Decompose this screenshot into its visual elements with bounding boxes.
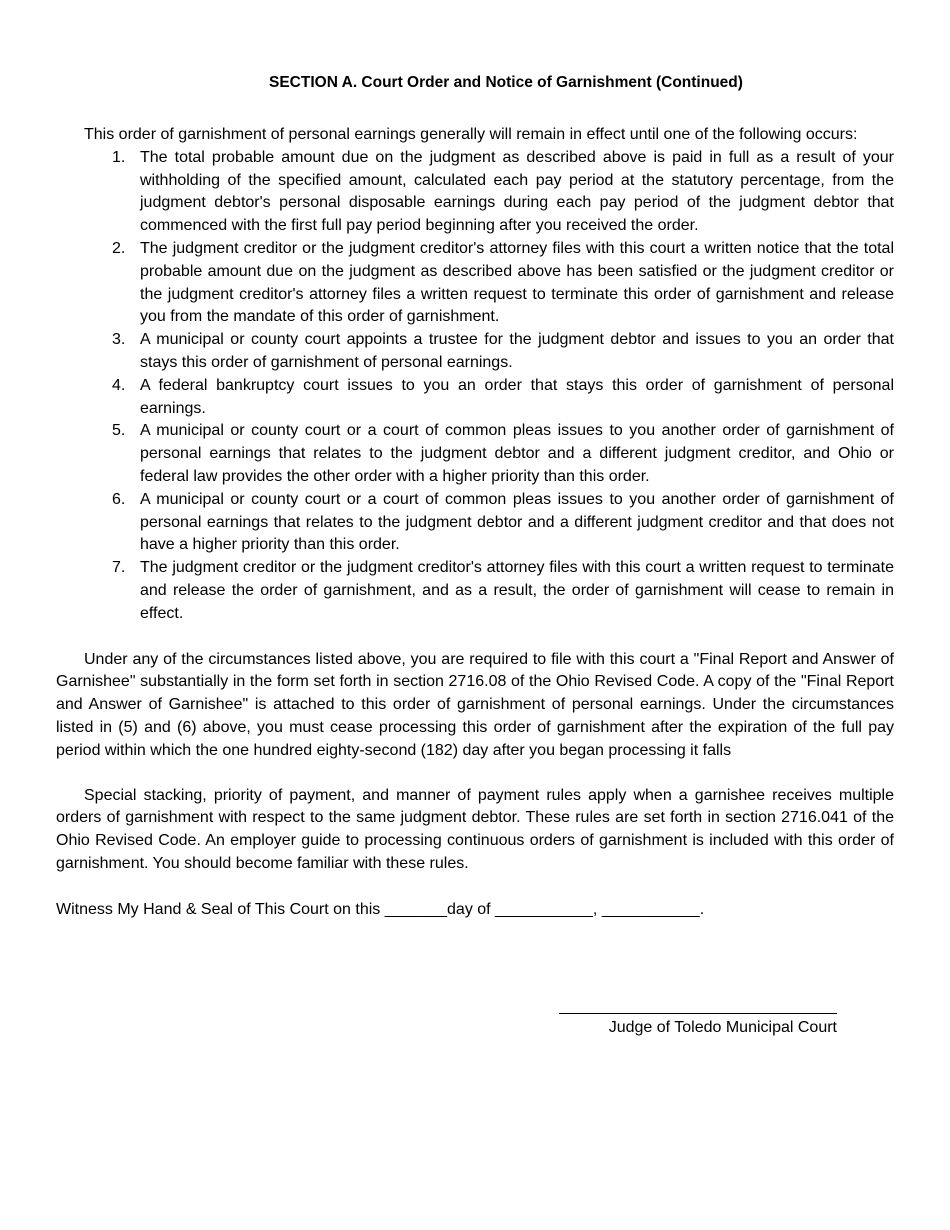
judge-signature-line <box>559 1013 837 1040</box>
list-item <box>112 375 894 421</box>
document-body <box>56 72 894 922</box>
list-item-text: A federal bankruptcy court issues to you an order that stays this order of garnishment of personal earnings. <box>140 376 894 417</box>
page-title: SECTION A. Court Order and Notice of Garnishment (Continued) <box>269 74 743 91</box>
list-item-text: The judgment creditor or the judgment creditor's attorney files with this court a written request to terminate and release the order of garnishment, and as a result, the order of garnishment will cease to remain in effect. <box>140 559 894 622</box>
stacking-rules-paragraph: Special stacking, priority of payment, and manner of payment rules apply when a garnishee receives multiple orders of garnishment with respect to the same judgment debtor. These rules are set forth in section 2716.041 of the Ohio Revised Code. An employer guide to processing continuous orders of garnishment is included with this order of garnishment. You should become familiar with these rules. <box>56 786 894 872</box>
witness-line: Witness My Hand & Seal of This Court on this _______day of ___________, ___________. <box>56 900 705 918</box>
list-item-number: 7. <box>112 559 126 577</box>
list-item-text: The judgment creditor or the judgment creditor's attorney files with this court a written notice that the total probable amount due on the judgment as described above has been satisfied or the judgment creditor or the judgment creditor's attorney files a written request to terminate this order of garnishment and release you from the mandate of this order of garnishment. <box>140 239 894 326</box>
list-item-text: A municipal or county court appoints a trustee for the judgment debtor and issues to you an order that stays this order of garnishment of personal earnings. <box>140 331 894 371</box>
intro-paragraph: This order of garnishment of personal earnings generally will remain in effect until one of the following occurs: <box>84 126 858 143</box>
list-item-number: 3. <box>112 331 126 349</box>
list-item <box>112 489 894 557</box>
list-item-number: 5. <box>112 422 126 440</box>
list-item <box>112 238 894 329</box>
list-item <box>112 147 894 238</box>
list-item <box>112 329 894 375</box>
paragraph-spacer <box>56 763 894 785</box>
list-item-number: 1. <box>112 148 126 166</box>
list-item <box>112 557 894 625</box>
list-item-number: 6. <box>112 490 126 508</box>
list-item <box>112 420 894 488</box>
list-item-text: A municipal or county court or a court of common pleas issues to you another order of garnishment of personal earnings that relates to the judgment debtor and a different judgment creditor, and Ohio or federal law provides the other order with a higher priority than this order. <box>140 422 894 485</box>
list-item-number: 4. <box>112 376 126 394</box>
termination-conditions-list <box>56 147 894 626</box>
list-item-text: The total probable amount due on the judgment as described above is paid in full as a result of your withholding of the specified amount, calculated each pay period at the statutory percentage, from the judgment debtor's personal disposable earnings during each pay period of the judgment debtor that commenced with the first full pay period beginning after you received the order. <box>140 148 894 235</box>
list-item-number: 2. <box>112 239 126 257</box>
final-report-paragraph: Under any of the circumstances listed above, you are required to file with this court a "Final Report and Answer of Garnishee" substantially in the form set forth in section 2716.08 of the Ohio Revised Code. A copy of the "Final Report and Answer of Garnishee" is attached to this order of garnishment of personal earnings. Under the circumstances listed in (5) and (6) above, you must cease processing this order of garnishment after the expiration of the full pay period within which the one hundred eighty-second (182) day after you began processing it falls <box>56 650 894 759</box>
list-item-text: A municipal or county court or a court of common pleas issues to you another order of garnishment of personal earnings that relates to the judgment debtor and a different judgment creditor and that does not have a higher priority than this order. <box>140 490 894 554</box>
signature-label: Judge of Toledo Municipal Court <box>608 1019 837 1036</box>
